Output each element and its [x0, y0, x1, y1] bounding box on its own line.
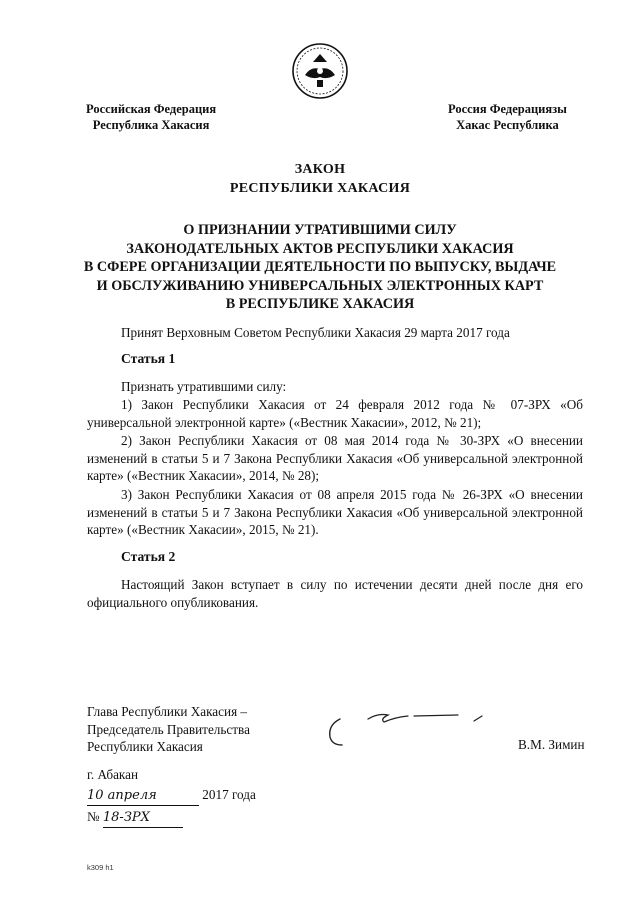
- khakassia-emblem-icon: [291, 42, 349, 100]
- handwritten-date-text: 10 апреля: [87, 788, 157, 803]
- law-title-line: РЕСПУБЛИКИ ХАКАСИЯ: [229, 181, 411, 196]
- header-right-line: Россия Федерациязы: [448, 102, 567, 116]
- article-2-text: Настоящий Закон вступает в силу по истечении десяти дней после дня его официального опубликования.: [87, 577, 583, 610]
- law-subject-line: ЗАКОНОДАТЕЛЬНЫХ АКТОВ РЕСПУБЛИКИ ХАКАСИЯ: [126, 240, 514, 257]
- signatory-name: В.М. Зимин: [518, 737, 585, 752]
- handwritten-number-text: 18-ЗРХ: [102, 810, 150, 825]
- handwritten-number: [103, 809, 183, 828]
- signatory-position-line: Председатель Правительства: [87, 721, 250, 737]
- article-1-item: 2) Закон Республики Хакасия от 08 мая 2014 года № 30-ЗРХ «О внесении изменений в статьи 5 и 7 Закона Республики Хакасия «Об универсальной электронной карте» («Вестник Хакасии», 2014, № 28);: [87, 433, 583, 483]
- law-subject-line: В РЕСПУБЛИКЕ ХАКАСИЯ: [225, 296, 415, 312]
- header-left: [86, 101, 216, 133]
- signatory-position-line: Глава Республики Хакасия –: [87, 704, 248, 719]
- header-right: [448, 101, 567, 133]
- year-suffix: 2017 года: [202, 787, 256, 802]
- signatory-position: [87, 703, 250, 756]
- handwritten-date: [87, 787, 199, 806]
- article-1-heading: Статья 1: [121, 351, 176, 366]
- footer-code: k309 h1: [87, 863, 114, 872]
- law-title: [0, 160, 640, 198]
- header-left-line: Республика Хакасия: [92, 118, 210, 132]
- article-1-item: 3) Закон Республики Хакасия от 08 апреля 2015 года № 26-ЗРХ «О внесении изменений в статьи 5 и 7 Закона Республики Хакасия «Об универсальной электронной карте» («Вестник Хакасии», 2015, № 21).: [87, 487, 583, 537]
- law-title-line: ЗАКОН: [294, 162, 346, 177]
- article-2-heading: Статья 2: [121, 549, 176, 564]
- date-line: [87, 786, 256, 806]
- header-right-line: Хакас Республика: [456, 118, 559, 132]
- signatory-position-line: Республики Хакасия: [87, 739, 203, 754]
- article-1-item: 1) Закон Республики Хакасия от 24 февраля 2012 года № 07-ЗРХ «Об универсальной электронной карте» («Вестник Хакасии», 2012, № 21);: [87, 397, 583, 430]
- law-subject-line: И ОБСЛУЖИВАНИЮ УНИВЕРСАЛЬНЫХ ЭЛЕКТРОННЫХ КАРТ: [96, 277, 544, 294]
- number-prefix: №: [87, 809, 100, 824]
- law-subject-line: О ПРИЗНАНИИ УТРАТИВШИМИ СИЛУ: [183, 222, 457, 238]
- adoption-line: Принят Верховным Советом Республики Хакасия 29 марта 2017 года: [121, 325, 510, 340]
- number-line: [87, 808, 183, 828]
- article-1-intro: Признать утратившими силу:: [121, 379, 287, 394]
- handwritten-signature: [322, 705, 494, 755]
- law-subject-line: В СФЕРЕ ОРГАНИЗАЦИИ ДЕЯТЕЛЬНОСТИ ПО ВЫПУСКУ, ВЫДАЧЕ: [83, 259, 557, 275]
- law-subject: [0, 221, 640, 314]
- header-left-line: Российская Федерация: [86, 102, 217, 116]
- city: г. Абакан: [87, 767, 139, 782]
